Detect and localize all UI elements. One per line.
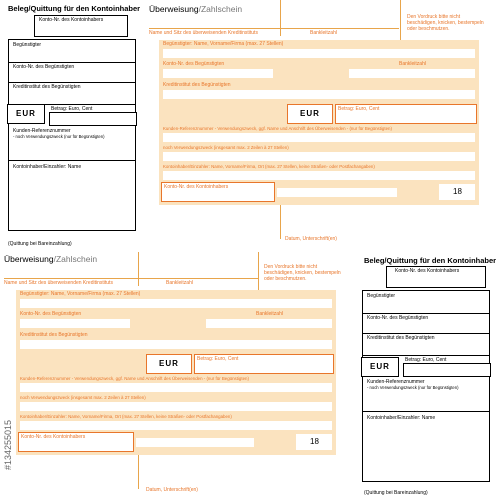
kunden-ref-field[interactable] [20,383,332,392]
eur-box: EUR [287,104,333,124]
beleg-main-box [362,290,490,482]
beg-name-field[interactable] [20,299,332,308]
kunden-ref-field[interactable] [163,133,475,142]
beguenstigter-label: Begünstigter [367,293,396,299]
bareinzahlung-label: (Quittung bei Bareinzahlung) [8,241,72,247]
konto-nr-beg-label: Konto-Nr. des Begünstigten [367,315,429,321]
bankleitzahl-field[interactable] [206,319,332,328]
konto-nr-inhaber-field[interactable] [136,438,254,447]
betrag-field[interactable] [403,363,491,377]
ueberweisung-title: Überweisung/Zahlschein [149,4,243,14]
kontoinhaber-label: Kontoinhaber/Einzahler: Name, Vorname/Firma, Ort (max. 27 Stellen, keine Straßen- oder Postfachangaben) [20,414,232,419]
betrag-label: Betrag: Euro, Cent [405,357,447,363]
ueberweisung-title: Überweisung/Zahlschein [4,254,98,264]
konto-nr-inhaber-label: Konto-Nr. des Kontoinhabers [164,184,229,190]
kunden-ref-label: Kunden-Referenznummer [367,379,425,385]
betrag-label: Betrag: Euro, Cent [338,106,380,112]
beg-name-label: Begünstigter: Name, Vorname/Firma (max. 27 Stellen) [20,291,141,297]
name-sitz-label: Name und Sitz des überweisenden Kreditinstituts [149,30,258,36]
eur-box: EUR [7,104,45,124]
konto-nr-inhaber-box[interactable] [386,266,486,288]
noch-verwendung-label: noch Verwendungszweck (insgesamt max. 2 Zeilen à 27 Stellen) [20,395,146,400]
code-number: 18 [310,437,319,446]
konto-nr-beg-label: Konto-Nr. des Begünstigten [20,311,82,317]
code-box [296,434,332,450]
betrag-field[interactable] [194,354,334,374]
kunden-ref-label: Kunden-Referenznummer - Verwendungszweck, ggf. Name und Anschrift des Überweisenden - (nur für Begünstigten) [163,126,392,131]
form-body [159,40,479,205]
kreditinstitut-beg-label: Kreditinstitut des Begünstigten [367,335,435,341]
stock-id: #134255015 [3,419,13,470]
beleg-bottom [356,252,496,500]
kunden-ref-sub-label: - noch Verwendungszweck (nur für Begünstigten) [367,385,459,390]
beleg-title: Beleg/Quittung für den Kontoinhaber [8,4,141,13]
noch-verwendung-field[interactable] [20,402,332,411]
konto-nr-inhaber-label: Konto-Nr. des Kontoinhabers [21,434,86,440]
code-box [439,184,475,200]
konto-nr-inhaber-label: Konto-Nr. des Kontoinhabers [39,17,104,23]
kontoinhaber-name-label: Kontoinhaber/Einzahler: Name [367,415,436,421]
konto-nr-beg-label: Konto-Nr. des Begünstigten [163,61,225,67]
name-sitz-label: Name und Sitz des überweisenden Kreditinstituts [4,280,113,286]
beg-name-field[interactable] [163,49,475,58]
code-number: 18 [453,187,462,196]
kontoinhaber-field[interactable] [163,171,475,180]
kreditinstitut-beg-label: Kreditinstitut des Begünstigten [13,84,81,90]
noch-verwendung-field[interactable] [163,152,475,161]
bankleitzahl2-label: Bankleitzahl [399,61,426,67]
betrag-label: Betrag: Euro, Cent [197,356,239,362]
kontoinhaber-field[interactable] [20,421,332,430]
kunden-ref-label: Kunden-Referenznummer [13,128,71,134]
datum-label: Datum, Unterschrift(en) [146,487,198,493]
betrag-field[interactable] [335,104,477,124]
bareinzahlung-label: (Quittung bei Bareinzahlung) [364,490,428,496]
beg-name-label: Begünstigter: Name, Vorname/Firma (max. 27 Stellen) [163,41,284,47]
kunden-ref-sub-label: - noch Verwendungszweck (nur für Begünstigten) [13,134,105,139]
konto-nr-beg-label: Konto-Nr. des Begünstigten [13,64,75,70]
beleg-title: Beleg/Quittung für den Kontoinhaber [364,256,496,265]
beleg-top [0,0,141,247]
form-body [16,290,336,455]
eur-box: EUR [361,357,399,377]
beguenstigter-label: Begünstigter [13,42,42,48]
eur-box: EUR [146,354,192,374]
betrag-label: Betrag: Euro, Cent [51,106,93,112]
kreditinstitut-field[interactable] [163,90,475,99]
vordruck-note: Den Vordruck bitte nicht beschädigen, knicken, bestempeln oder beschmutzen. [407,14,484,32]
datum-label: Datum, Unterschrift(en) [285,236,337,242]
bankleitzahl2-label: Bankleitzahl [256,311,283,317]
konto-nr-beg-field[interactable] [20,319,130,328]
ueberweisung-bottom [0,252,350,500]
bankleitzahl-label: Bankleitzahl [310,30,337,36]
kreditinstitut-beg-label: Kreditinstitut des Begünstigten [20,332,88,338]
konto-nr-inhaber-box[interactable] [34,15,128,37]
bankleitzahl-field[interactable] [349,69,475,78]
ueberweisung-top [145,0,496,250]
konto-nr-inhaber-box[interactable] [18,432,134,452]
kontoinhaber-name-label: Kontoinhaber/Einzahler: Name [13,164,82,170]
kreditinstitut-beg-label: Kreditinstitut des Begünstigten [163,82,231,88]
bankleitzahl-label: Bankleitzahl [166,280,193,286]
kontoinhaber-label: Kontoinhaber/Einzahler: Name, Vorname/Firma, Ort (max. 27 Stellen, keine Straßen- oder Postfachangaben) [163,164,375,169]
kunden-ref-label: Kunden-Referenznummer - Verwendungszweck, ggf. Name und Anschrift des Überweisenden - (nur für Begünstigten) [20,376,249,381]
konto-nr-inhaber-label: Konto-Nr. des Kontoinhabers [395,268,460,274]
konto-nr-inhaber-field[interactable] [277,188,397,197]
vordruck-note: Den Vordruck bitte nicht beschädigen, knicken, bestempeln oder beschmutzen. [264,264,341,282]
konto-nr-inhaber-box[interactable] [161,182,275,202]
noch-verwendung-label: noch Verwendungszweck (insgesamt max. 2 Zeilen à 27 Stellen) [163,145,289,150]
betrag-field[interactable] [49,112,137,126]
beleg-main-box [8,39,136,231]
kreditinstitut-field[interactable] [20,340,332,349]
konto-nr-beg-field[interactable] [163,69,273,78]
